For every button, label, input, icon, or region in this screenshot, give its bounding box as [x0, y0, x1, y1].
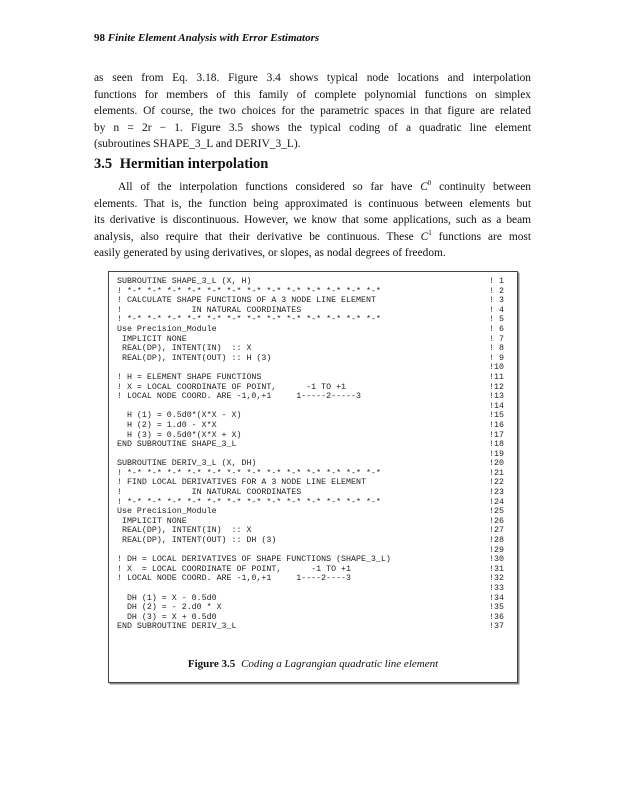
- page-number: 98: [94, 32, 105, 44]
- continuity-order: 0: [427, 179, 432, 188]
- code-line-number: !37: [489, 622, 504, 632]
- code-text: REAL(DP), INTENT(OUT) :: H (3): [117, 353, 272, 363]
- code-line: [117, 488, 504, 498]
- section-title: Hermitian interpolation: [119, 156, 269, 172]
- code-line-number: !14: [489, 401, 504, 411]
- code-text: SUBROUTINE DERIV_3_L (X, DH): [117, 459, 257, 469]
- code-text: END SUBROUTINE DERIV_3_L: [117, 622, 237, 632]
- intro-paragraph: [94, 70, 531, 153]
- code-line-number: !10: [489, 363, 504, 373]
- code-text: ! *-* *-* *-* *-* *-* *-* *-* *-* *-* *-* *-* *-* *-*: [117, 468, 381, 478]
- code-line-number: ! 2: [489, 286, 504, 296]
- code-text: DH (3) = X + 0.5d0: [117, 612, 217, 622]
- code-text: DH (2) = - 2.d0 * X: [117, 603, 222, 613]
- code-text: DH (1) = X - 0.5d0: [117, 593, 217, 603]
- intro-line: functions for members of this family of complete polynomial functions on simplex: [94, 88, 531, 101]
- intro-line: elements. Of course, the two choices for the parametric spaces in that figure are related: [94, 105, 531, 118]
- continuity-order: 1: [428, 228, 432, 237]
- body-line: analysis, also require that their derivative be continuous. These $C^1$ functions are most: [94, 228, 531, 243]
- code-line: [117, 584, 504, 594]
- code-text: ! X = LOCAL COORDINATE OF POINT, -1 TO +1: [117, 564, 352, 574]
- figure-caption: [109, 658, 517, 670]
- intro-line: as seen from Eq. 3.18. Figure 3.4 shows typical node locations and interpolation: [94, 72, 531, 84]
- code-line-number: !34: [489, 593, 504, 603]
- code-text: ! H = ELEMENT SHAPE FUNCTIONS: [117, 372, 262, 382]
- code-text: Use Precision_Module: [117, 507, 217, 517]
- running-header: [94, 32, 319, 44]
- code-line: [117, 430, 504, 441]
- code-text: ! IN NATURAL COORDINATES: [117, 488, 302, 498]
- code-line-number: ! 9: [489, 353, 504, 363]
- body-line: easily generated by using derivatives, or slopes, as nodal degrees of freedom.: [94, 247, 446, 260]
- code-line: [117, 449, 504, 460]
- code-text: ! CALCULATE SHAPE FUNCTIONS OF A 3 NODE LINE ELEMENT: [117, 296, 376, 306]
- code-line: [117, 478, 504, 488]
- code-line: [117, 334, 504, 345]
- code-line-number: !12: [489, 382, 504, 392]
- code-line: [117, 344, 504, 354]
- code-text: END SUBROUTINE SHAPE_3_L: [117, 440, 237, 450]
- book-title: Finite Element Analysis with Error Estimators: [107, 32, 320, 44]
- code-line: [117, 612, 504, 623]
- code-line-number: !11: [489, 372, 504, 382]
- code-text: ! DH = LOCAL DERIVATIVES OF SHAPE FUNCTIONS (SHAPE_3_L): [117, 555, 391, 565]
- code-line-number: !19: [489, 449, 504, 459]
- intro-line: by n = 2r − 1. Figure 3.5 shows the typical coding of a quadratic line element: [94, 121, 531, 134]
- code-text: ! *-* *-* *-* *-* *-* *-* *-* *-* *-* *-* *-* *-* *-*: [117, 315, 381, 325]
- code-line-number: !13: [489, 392, 504, 402]
- code-line: [117, 545, 504, 556]
- code-line-number: ! 8: [489, 344, 504, 354]
- code-line-number: !16: [489, 420, 504, 430]
- code-text: ! *-* *-* *-* *-* *-* *-* *-* *-* *-* *-* *-* *-* *-*: [117, 286, 381, 296]
- code-line: [117, 526, 504, 536]
- section-heading: [94, 156, 268, 173]
- code-line: [117, 392, 504, 402]
- code-line: [117, 382, 504, 393]
- code-line-number: !23: [489, 488, 504, 498]
- code-line: [117, 296, 504, 306]
- code-text: ! *-* *-* *-* *-* *-* *-* *-* *-* *-* *-* *-* *-* *-*: [117, 497, 381, 507]
- code-text: REAL(DP), INTENT(OUT) :: DH (3): [117, 536, 277, 546]
- code-line: [117, 555, 504, 565]
- code-line-number: ! 4: [489, 305, 504, 315]
- code-line-number: ! 6: [489, 324, 504, 334]
- figure-label: Figure 3.5: [187, 658, 236, 670]
- code-line-number: ! 7: [489, 334, 504, 344]
- code-text: REAL(DP), INTENT(IN) :: X: [117, 344, 252, 354]
- code-text: SUBROUTINE SHAPE_3_L (X, H): [117, 277, 252, 286]
- code-line-number: !22: [489, 478, 504, 488]
- body-line: its derivative is discontinuous. However, we know that some applications, such as a beam: [94, 214, 531, 227]
- code-line-number: !28: [489, 536, 504, 546]
- code-line: [117, 411, 504, 421]
- code-line: [117, 468, 504, 479]
- code-line-number: !30: [489, 555, 504, 565]
- code-line: [117, 363, 504, 373]
- code-line-number: !33: [489, 584, 504, 593]
- code-figure: [108, 271, 518, 683]
- code-line: [117, 516, 504, 527]
- code-line: [117, 324, 504, 335]
- code-text: ! LOCAL NODE COORD. ARE -1,0,+1 1-----2-----3: [117, 392, 361, 402]
- code-text: ! LOCAL NODE COORD. ARE -1,0,+1 1----2----3: [117, 574, 352, 584]
- code-line: [117, 440, 504, 450]
- code-line-number: !29: [489, 545, 504, 555]
- code-line: [117, 497, 504, 508]
- code-line: [117, 277, 504, 287]
- code-line: [117, 401, 504, 412]
- code-text: ! X = LOCAL COORDINATE OF POINT, -1 TO +1: [117, 382, 347, 392]
- code-line-number: !27: [489, 526, 504, 536]
- code-line: [117, 536, 504, 546]
- code-line-number: !35: [489, 603, 504, 613]
- code-line-number: ! 5: [489, 315, 504, 325]
- code-line: [117, 315, 504, 325]
- code-text: IMPLICIT NONE: [117, 516, 187, 526]
- code-line: [117, 574, 504, 584]
- body-line: All of the interpolation functions considered so far have $C^0$ continuity between: [118, 179, 531, 193]
- code-line-number: !15: [489, 411, 504, 421]
- code-text: H (1) = 0.5d0*(X*X - X): [117, 411, 242, 421]
- figure-caption-text: Coding a Lagrangian quadratic line element: [241, 658, 439, 670]
- code-text: IMPLICIT NONE: [117, 334, 187, 344]
- code-line: [117, 593, 504, 604]
- code-line: [117, 459, 504, 469]
- code-line-number: !36: [489, 612, 504, 622]
- code-line: [117, 286, 504, 297]
- body-paragraph: [94, 179, 531, 262]
- code-line-number: !21: [489, 468, 504, 478]
- code-text: ! IN NATURAL COORDINATES: [117, 305, 302, 315]
- code-line-number: !32: [489, 574, 504, 584]
- body-line: elements. That is, the function being approximated is continuous between elements but: [94, 197, 531, 210]
- code-line-number: !24: [489, 497, 504, 507]
- code-line: [117, 372, 504, 383]
- code-line-number: !26: [489, 516, 504, 526]
- code-line: [117, 564, 504, 575]
- code-text: H (2) = 1.d0 - X*X: [117, 420, 217, 430]
- code-line: [117, 353, 504, 364]
- code-text: REAL(DP), INTENT(IN) :: X: [117, 526, 252, 536]
- code-line: [117, 507, 504, 517]
- code-line: [117, 622, 504, 632]
- code-line-number: ! 1: [489, 277, 504, 286]
- code-listing: [117, 277, 504, 632]
- code-text: Use Precision_Module: [117, 324, 217, 334]
- continuity-symbol: C: [420, 230, 429, 243]
- code-line-number: !31: [489, 564, 504, 574]
- code-line-number: !20: [489, 459, 504, 469]
- code-line: [117, 603, 504, 613]
- code-line-number: !18: [489, 440, 504, 450]
- section-number: 3.5: [94, 156, 113, 172]
- code-text: ! FIND LOCAL DERIVATIVES FOR A 3 NODE LINE ELEMENT: [117, 478, 366, 488]
- intro-line: (subroutines SHAPE_3_L and DERIV_3_L).: [94, 138, 301, 151]
- code-line: [117, 305, 504, 316]
- code-line-number: !25: [489, 507, 504, 517]
- code-line-number: !17: [489, 430, 504, 440]
- code-line-number: ! 3: [489, 296, 504, 306]
- code-text: H (3) = 0.5d0*(X*X + X): [117, 430, 242, 440]
- code-line: [117, 420, 504, 431]
- continuity-symbol: C: [420, 181, 428, 193]
